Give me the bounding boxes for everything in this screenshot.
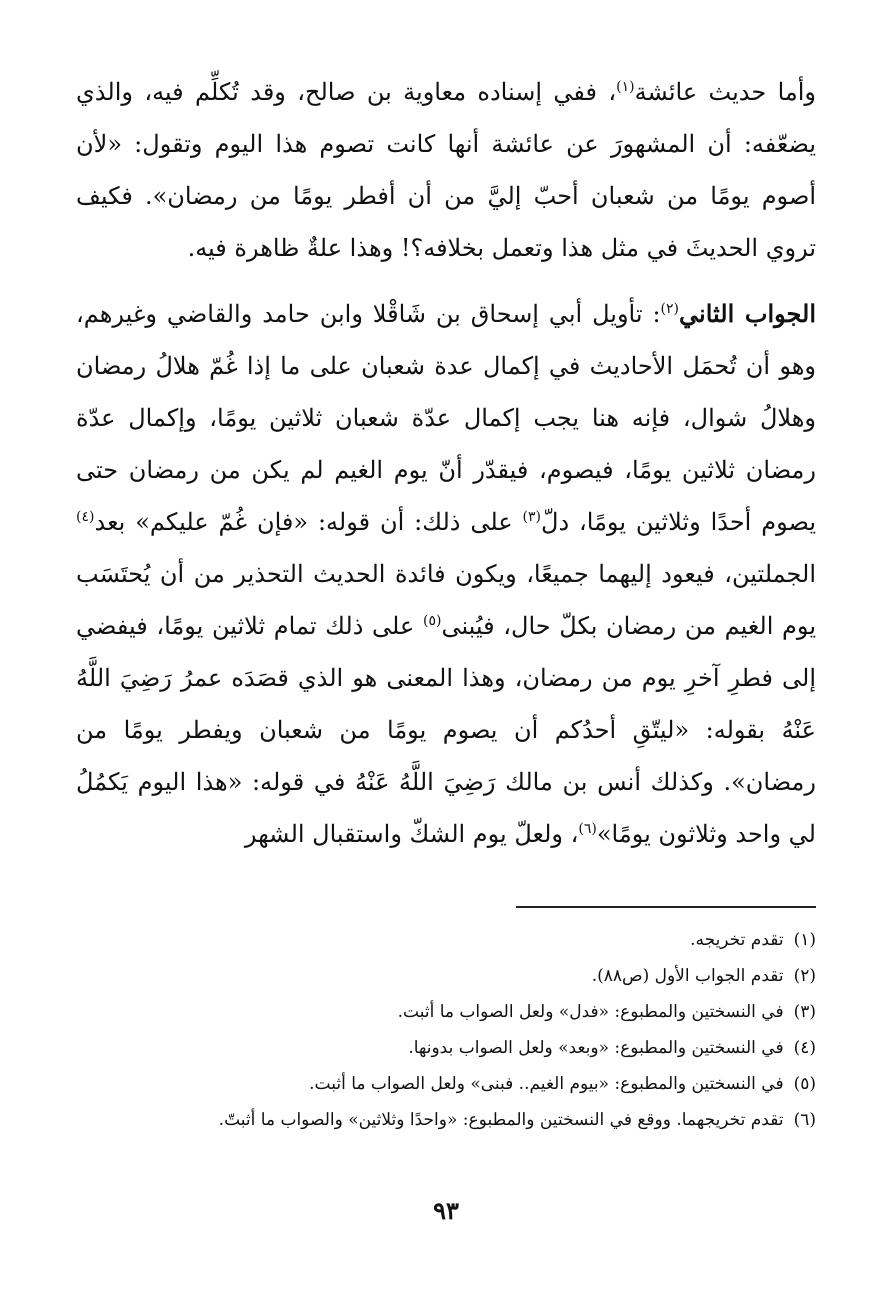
paragraph-2-part-1: : تأويل أبي إسحاق بن شَاقْلا وابن حامد والقاضي وغيرهم، وهو أن تُحمَل الأحاديث في إكمال عدة شعبان على ما إذا غُمّ هلالُ رمضان وهلالُ شوال، فإنه هنا يجب إكمال عدّة شعبان ثلاثين يومًا، وإكمال عدّة رمضان ثلاثين يومًا، فيصوم، فيقدّر أنّ يوم الغيم لم يكن من رمضان حتى يصوم أحدًا وثلاثين يومًا، دلّ (76, 300, 817, 536)
footnote-number: (٣) (793, 1002, 816, 1022)
main-text (76, 66, 816, 860)
footnote-text: تقدم تخريجهما. ووقع في النسختين والمطبوع: «واحدًا وثلاثين» والصواب ما أثبتّ. (218, 1110, 784, 1130)
footnote-ref-6[interactable]: (٦) (578, 821, 597, 837)
footnote-number: (٦) (793, 1110, 816, 1130)
footnote-ref-4[interactable]: (٤) (76, 509, 95, 525)
footnote-number: (٤) (793, 1038, 816, 1058)
footnote-item (76, 994, 816, 1030)
paragraph-2 (76, 288, 816, 860)
paragraph-1-part-2: ، ففي إسناده معاوية بن صالح، وقد تُكلِّم فيه، والذي يضعّفه: أن المشهورَ عن عائشة أنها كانت تصوم هذا اليوم وتقول: «لأن أصوم يومًا من شعبان أحبّ إليَّ من أن أفطر يومًا من رمضان». فكيف تروي الحديثَ في مثل هذا وتعمل بخلافه؟! وهذا علةٌ ظاهرة فيه. (76, 78, 816, 262)
footnote-text: في النسختين والمطبوع: «فدل» ولعل الصواب ما أثبت. (397, 1002, 784, 1022)
footnote-ref-2[interactable]: (٢) (660, 301, 680, 317)
paragraph-2-part-3: الجملتين، فيعود إليهما جميعًا، ويكون فائدة الحديث التحذير من أن يُحتَسَب يوم الغيم من رمضان بكلّ حال، فيُبنى (76, 560, 816, 640)
footnote-divider (516, 906, 816, 908)
paragraph-1-part-1: وأما حديث عائشة (634, 78, 817, 106)
footnote-number: (٢) (793, 966, 816, 986)
paragraph-2-part-5: ، ولعلّ يوم الشكّ واستقبال الشهر (244, 820, 579, 848)
footnote-ref-1[interactable]: (١) (616, 79, 635, 95)
footnote-text: في النسختين والمطبوع: «بيوم الغيم.. فبنى» ولعل الصواب ما أثبت. (309, 1074, 784, 1094)
footnote-text: في النسختين والمطبوع: «وبعد» ولعل الصواب بدونها. (408, 1038, 784, 1058)
footnote-item (76, 1102, 816, 1138)
footnote-text: تقدم تخريجه. (690, 930, 784, 950)
section-heading: الجواب الثاني (679, 299, 816, 328)
paragraph-1 (76, 66, 816, 274)
footnote-item (76, 958, 816, 994)
footnotes-list (76, 922, 816, 1138)
page-number: ٩٣ (433, 1196, 459, 1225)
footnote-ref-3[interactable]: (٣) (522, 509, 541, 525)
footnote-item (76, 1066, 816, 1102)
paragraph-2-part-4: على ذلك تمام ثلاثين يومًا، فيفضي إلى فطرِ آخرِ يوم من رمضان، وهذا المعنى هو الذي قصَدَه عمرُ رَضِيَ اللَّهُ عَنْهُ بقوله: «ليتّقِ أحدُكم أن يصوم يومًا من شعبان ويفطر يومًا من رمضان». وكذلك أنس بن مالك رَضِيَ اللَّهُ عَنْهُ في قوله: «هذا اليوم يَكمُلُ لي واحد وثلاثون يومًا» (76, 612, 816, 848)
footnote-number: (٥) (793, 1074, 816, 1094)
footnote-number: (١) (793, 930, 816, 950)
footnote-item (76, 922, 816, 958)
footnote-item (76, 1030, 816, 1066)
footnote-text: تقدم الجواب الأول (ص٨٨). (591, 966, 784, 986)
footnote-ref-5[interactable]: (٥) (422, 613, 442, 629)
paragraph-2-part-2: على ذلك: أن قوله: «فإن غُمّ عليكم» بعد (94, 508, 523, 536)
